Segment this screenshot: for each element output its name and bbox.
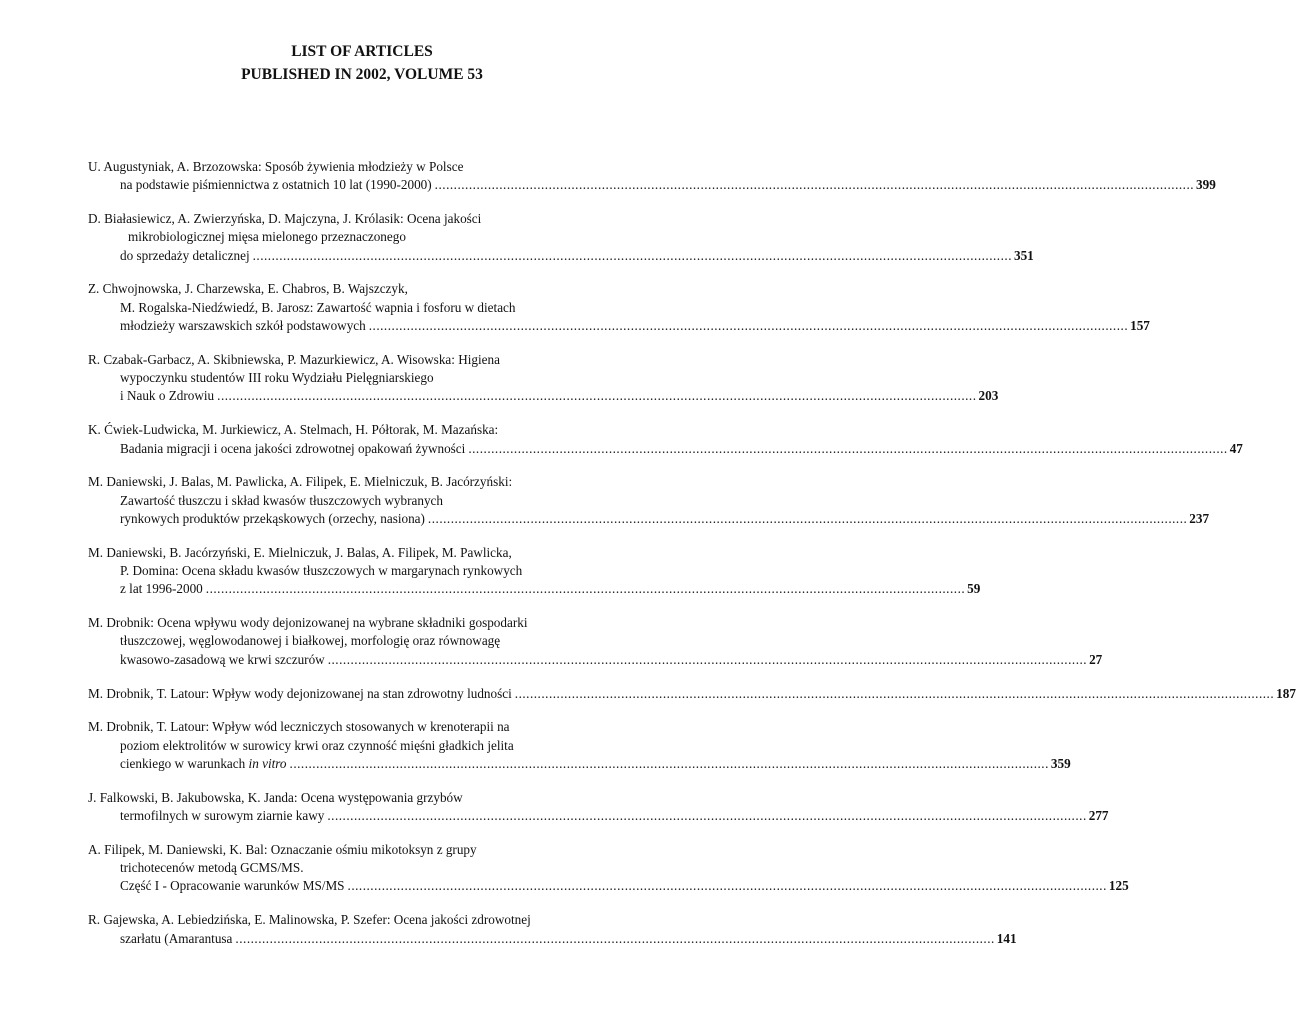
article-title-line: cienkiego w warunkach [120,755,246,771]
article-entry [88,421,1243,458]
article-title-line: poziom elektrolitów w surowicy krwi oraz czynność mięśni gładkich jelita [120,737,514,753]
article-title-line: rynkowych produktów przekąskowych (orzechy, nasiona) [120,510,425,526]
page-number: 277 [1088,808,1109,824]
dot-leader: ........................................................................................................................................................................................................ [327,651,1088,667]
article-title-line: tłuszczowej, węglowodanowej i białkowej, morfologię oraz równowagę [120,633,501,649]
article-entry [88,841,1129,896]
page-subtitle: PUBLISHED IN 2002, VOLUME 53 [241,66,483,83]
page-number: 237 [1189,510,1210,526]
article-entry [88,158,1216,195]
page-number: 399 [1196,177,1216,193]
article-authors-title: A. Filipek, M. Daniewski, K. Bal: Oznaczanie ośmiu mikotoksyn z grupy [88,841,477,857]
article-title-line: młodzieży warszawskich szkół podstawowych [120,318,366,334]
article-title-line: i Nauk o Zdrowiu [120,388,215,404]
dot-leader: ........................................................................................................................................................................................................ [347,878,1107,894]
article-authors-title: M. Drobnik, T. Latour: Wpływ wód leczniczych stosowanych w krenoterapii na [88,719,510,735]
article-title-line: trichotecenów metodą GCMS/MS. [120,860,304,876]
article-authors-title: R. Gajewska, A. Lebiedzińska, E. Malinowska, P. Szefer: Ocena jakości zdrowotnej [88,912,531,928]
article-authors-title: R. Czabak-Garbacz, A. Skibniewska, P. Mazurkiewicz, A. Wisowska: Higiena [88,351,500,367]
page-number: 359 [1050,755,1071,771]
article-entry [88,685,1296,703]
page-number: 157 [1130,318,1150,334]
dot-leader: ........................................................................................................................................................................................................ [252,247,1012,263]
article-authors-title: K. Ćwiek-Ludwicka, M. Jurkiewicz, A. Stelmach, H. Półtorak, M. Mazańska: [88,422,499,438]
dot-leader: ........................................................................................................................................................................................................ [327,808,1087,824]
page-number: 125 [1108,878,1129,894]
article-entry [88,614,1103,669]
articles-list [88,158,1296,963]
article-authors-title: M. Daniewski, J. Balas, M. Pawlicka, A. Filipek, E. Mielniczuk, B. Jacórzyński: [88,474,513,490]
article-title-line: z lat 1996-2000 [120,581,203,597]
article-entry [88,544,981,599]
page-number: 187 [1276,685,1296,701]
dot-leader: ........................................................................................................................................................................................................ [217,388,977,404]
page-number: 47 [1229,440,1243,456]
article-authors-title: J. Falkowski, B. Jakubowska, K. Janda: Ocena występowania grzybów [88,789,463,805]
article-title-line: szarłatu (Amarantusa [120,930,233,946]
article-title-line: mikrobiologicznej mięsa mielonego przeznaczonego [128,229,406,245]
article-entry [88,351,999,406]
article-title-line: do sprzedaży detalicznej [120,247,250,263]
dot-leader: ........................................................................................................................................................................................................ [468,440,1228,456]
dot-leader: ........................................................................................................................................................................................................ [289,755,1049,771]
page-number: 351 [1013,247,1034,263]
article-title-line: Zawartość tłuszczu i skład kwasów tłuszczowych wybranych [120,492,443,508]
article-title-line: termofilnych w surowym ziarnie kawy [120,808,325,824]
article-authors-title: M. Daniewski, B. Jacórzyński, E. Mielniczuk, J. Balas, A. Filipek, M. Pawlicka, [88,544,512,560]
article-title-line: Badania migracji i ocena jakości zdrowotnej opakowań żywności [120,440,466,456]
page-number: 203 [978,388,999,404]
article-authors-title: M. Drobnik, T. Latour: Wpływ wody dejonizowanej na stan zdrowotny ludności [88,685,512,701]
dot-leader: ........................................................................................................................................................................................................ [368,318,1129,334]
article-authors-title: Z. Chwojnowska, J. Charzewska, E. Chabros, B. Wajszczyk, [88,281,408,297]
article-title-line: Część I - Opracowanie warunków MS/MS [120,878,345,894]
article-entry [88,789,1109,826]
dot-leader: ........................................................................................................................................................................................................ [235,930,995,946]
article-entry [88,718,1071,773]
dot-leader: ........................................................................................................................................................................................................ [514,685,1275,701]
article-authors-title: U. Augustyniak, A. Brzozowska: Sposób żywienia młodzieży w Polsce [88,159,464,174]
article-authors-title: M. Drobnik: Ocena wpływu wody dejonizowanej na wybrane składniki gospodarki [88,615,528,631]
italic-term: in vitro [248,755,287,771]
article-title-line: P. Domina: Ocena składu kwasów tłuszczowych w margarynach rynkowych [120,563,523,579]
article-title-line: kwasowo-zasadową we krwi szczurów [120,651,325,667]
article-entry [88,280,1150,335]
dot-leader: ........................................................................................................................................................................................................ [434,177,1195,193]
page-number: 27 [1089,651,1103,667]
dot-leader: ........................................................................................................................................................................................................ [205,581,966,597]
article-authors-title: D. Białasiewicz, A. Zwierzyńska, D. Majczyna, J. Królasik: Ocena jakości [88,211,482,227]
page-number: 141 [996,930,1017,946]
dot-leader: ........................................................................................................................................................................................................ [427,510,1188,526]
page-title: LIST OF ARTICLES [291,43,433,60]
article-title-line: M. Rogalska-Niedźwiedź, B. Jarosz: Zawartość wapnia i fosforu w dietach [120,299,516,315]
article-entry [88,473,1210,528]
page-number: 59 [967,581,981,597]
article-entry [88,210,1034,265]
article-entry [88,911,1017,948]
article-title-line: na podstawie piśmiennictwa z ostatnich 10 lat (1990-2000) [120,177,432,193]
article-title-line: wypoczynku studentów III roku Wydziału Pielęgniarskiego [120,370,434,386]
